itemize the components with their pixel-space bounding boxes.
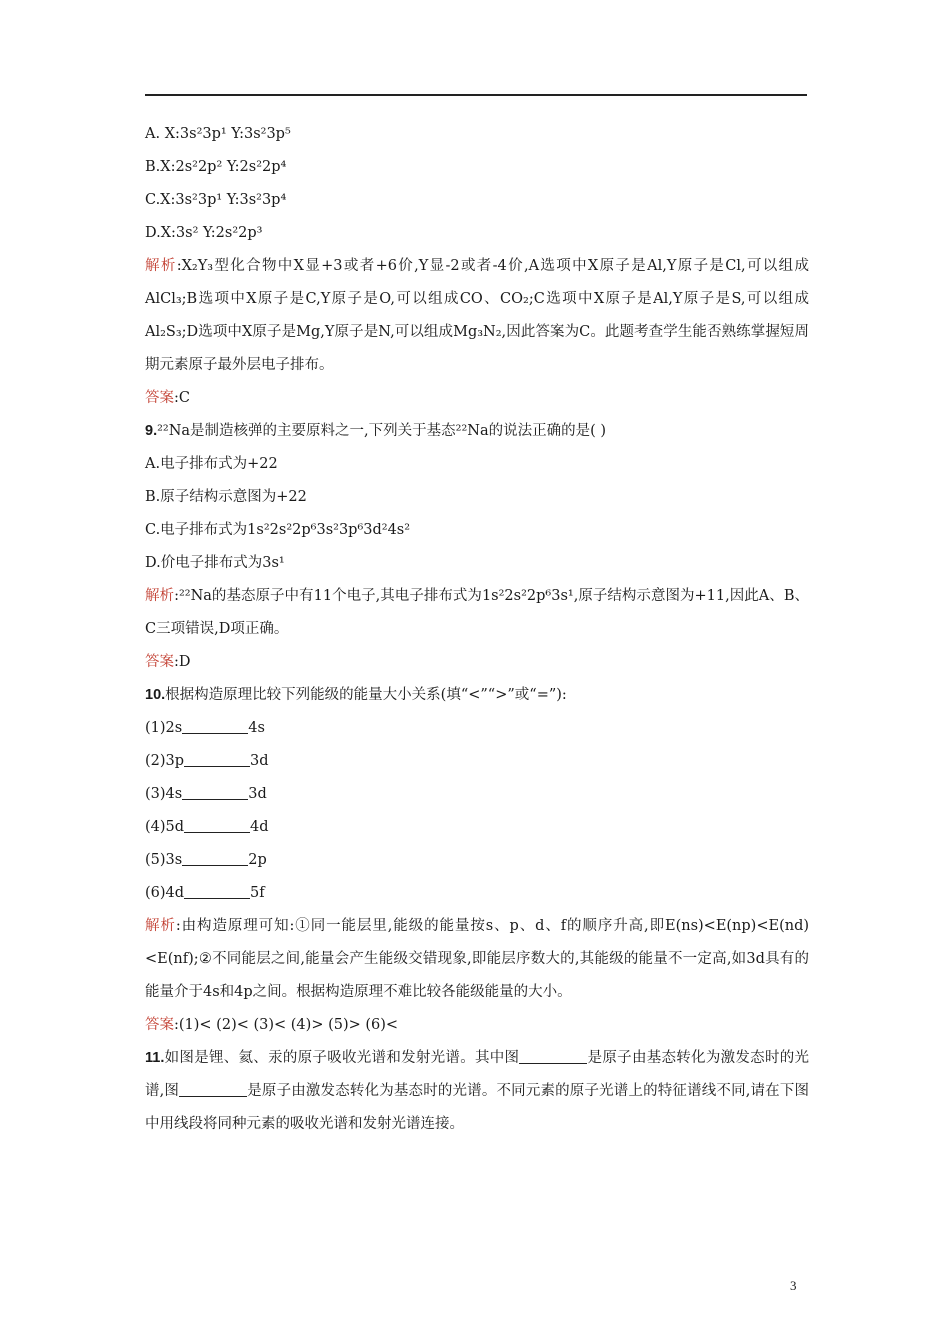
q11-stem-part3: 是原子由激发态转化为基态时的光谱。不同元素的原子光谱上的特征谱线不同,请在下图中用线段将同种元素的吸收光谱和发射光谱连接。 <box>145 1083 809 1132</box>
q10-item-label: (6)4d <box>145 885 185 901</box>
q9-analysis-text: :²²Na的基态原子中有11个电子,其电子排布式为1s²2s²2p⁶3s¹,原子结构示意图为+11,因此A、B、C三项错误,D项正确。 <box>145 588 810 637</box>
q10-answer <box>145 1009 809 1042</box>
q10-item-6 <box>145 877 809 910</box>
q10-item-right: 3d <box>250 753 269 769</box>
q8-answer <box>145 382 809 415</box>
q10-answer-label: 答案 <box>145 1017 174 1033</box>
q9-stem <box>145 415 809 448</box>
q10-item-right: 2p <box>248 852 267 868</box>
answer-blank[interactable] <box>179 1082 247 1097</box>
answer-blank[interactable] <box>182 851 248 866</box>
page-number: 3 <box>790 1278 797 1293</box>
q9-answer-text: :D <box>174 654 191 670</box>
q10-number: 10. <box>145 687 166 703</box>
answer-blank[interactable] <box>184 884 250 899</box>
q9-analysis <box>145 580 809 646</box>
q10-item-4 <box>145 811 809 844</box>
q11-stem-part1: 如图是锂、氦、汞的原子吸收光谱和发射光谱。其中图 <box>164 1050 520 1066</box>
answer-blank[interactable] <box>519 1049 587 1064</box>
q8-answer-text: :C <box>174 390 190 406</box>
q8-option-d: D.X:3s² Y:2s²2p³ <box>145 225 263 241</box>
q10-stem-text: 根据构造原理比较下列能级的能量大小关系(填“<”“>”或“=”): <box>165 687 567 703</box>
q11-stem-part2: 是原子由基态转化为激发态时的光谱,图 <box>145 1050 810 1099</box>
q10-answer-text: :(1)< (2)< (3)< (4)> (5)> (6)< <box>174 1017 399 1033</box>
q8-analysis <box>145 250 809 382</box>
q10-analysis <box>145 910 809 1009</box>
q10-item-label: (1)2s <box>145 720 183 736</box>
q8-answer-label: 答案 <box>145 390 174 406</box>
q10-analysis-text: :由构造原理可知:①同一能层里,能级的能量按s、p、d、f的顺序升高,即E(ns)<E(np)<E(nd)<E(nf);②不同能层之间,能量会产生能级交错现象,即能层序数大的,其能级的能量不一定高,如3d具有的能量介于4s和4p之间。根据构造原理不难比较各能级能量的大小。 <box>145 918 810 1000</box>
q9-option-d: D.价电子排布式为3s¹ <box>145 555 285 571</box>
q10-item-label: (4)5d <box>145 819 185 835</box>
answer-blank[interactable] <box>184 752 250 767</box>
q9-answer <box>145 646 809 679</box>
q10-item-3 <box>145 778 809 811</box>
q10-item-2 <box>145 745 809 778</box>
q10-item-1 <box>145 712 809 745</box>
q8-option-b: B.X:2s²2p² Y:2s²2p⁴ <box>145 159 287 175</box>
q8-option-c: C.X:3s²3p¹ Y:3s²3p⁴ <box>145 192 287 208</box>
answer-blank[interactable] <box>182 785 248 800</box>
q9-option-b: B.原子结构示意图为+22 <box>145 489 307 505</box>
q8-analysis-text: :X₂Y₃型化合物中X显+3或者+6价,Y显-2或者-4价,A选项中X原子是Al,Y原子是Cl,可以组成AlCl₃;B选项中X原子是C,Y原子是O,可以组成CO、CO₂;C选项中X原子是Al,Y原子是S,可以组成Al₂S₃;D选项中X原子是Mg,Y原子是N,可以组成Mg₃N₂,因此答案为C。此题考查学生能否熟练掌握短周期元素原子最外层电子排布。 <box>145 258 809 373</box>
q11-stem <box>145 1042 809 1141</box>
q9-analysis-label: 解析 <box>145 588 175 604</box>
answer-blank[interactable] <box>184 818 250 833</box>
q10-item-label: (5)3s <box>145 852 183 868</box>
q9-option-a: A.电子排布式为+22 <box>145 456 278 472</box>
q10-item-label: (2)3p <box>145 753 185 769</box>
q10-item-5 <box>145 844 809 877</box>
q9-stem-text: ²²Na是制造核弹的主要原料之一,下列关于基态²²Na的说法正确的是( ) <box>157 423 607 439</box>
q10-item-right: 4d <box>250 819 269 835</box>
q10-analysis-label: 解析 <box>145 918 176 934</box>
q10-item-label: (3)4s <box>145 786 183 802</box>
q11-number: 11. <box>145 1050 165 1066</box>
q8-analysis-label: 解析 <box>145 258 177 274</box>
page-content <box>145 118 809 1141</box>
q8-option-a: A. X:3s²3p¹ Y:3s²3p⁵ <box>145 126 291 142</box>
q9-answer-label: 答案 <box>145 654 174 670</box>
header-rule <box>145 94 807 96</box>
q10-stem <box>145 679 809 712</box>
q10-item-right: 3d <box>248 786 267 802</box>
q9-number: 9. <box>145 423 158 439</box>
answer-blank[interactable] <box>182 719 248 734</box>
q10-item-right: 4s <box>248 720 265 736</box>
q9-option-c: C.电子排布式为1s²2s²2p⁶3s²3p⁶3d²4s² <box>145 522 411 538</box>
q10-item-right: 5f <box>250 885 265 901</box>
